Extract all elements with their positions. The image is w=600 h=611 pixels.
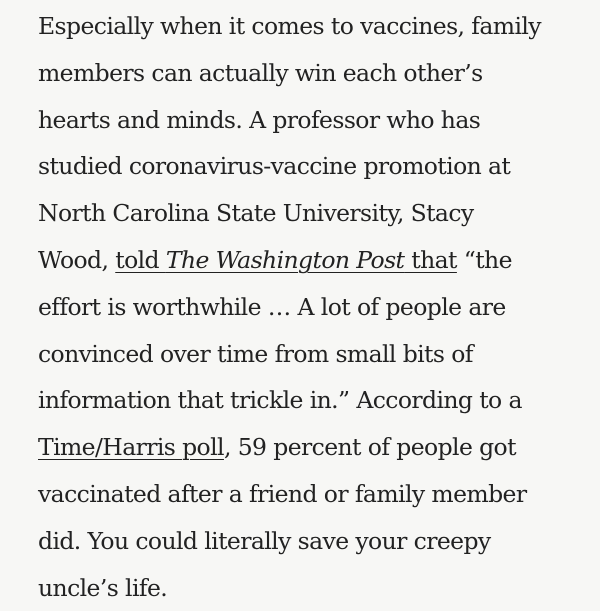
text-line [38, 143, 590, 190]
paragraph-text: studied coronavirus-vaccine promotion at [38, 152, 511, 181]
text-line [38, 50, 590, 97]
paragraph-text: , 59 percent of people got [223, 433, 516, 462]
paragraph-text: uncle’s life. [38, 573, 168, 602]
article-link[interactable]: told [115, 245, 166, 274]
paragraph-text: North Carolina State University, Stacy [38, 199, 474, 228]
paragraph-text: vaccinated after a friend or family member [38, 479, 527, 508]
paragraph-text: hearts and minds. A professor who has [38, 105, 481, 134]
paragraph-text: effort is worthwhile … A lot of people are [38, 292, 506, 321]
paragraph-text: did. You could literally save your creepy [38, 526, 491, 555]
article-link[interactable]: that [404, 245, 457, 274]
article-body [38, 3, 590, 611]
paragraph-text: Wood, [38, 245, 116, 274]
text-line [38, 97, 590, 144]
paragraph-text: “the [456, 245, 512, 274]
paragraph-text: convinced over time from small bits of [38, 339, 473, 368]
paragraph-text: information that trickle in.” According to a [38, 386, 522, 415]
paragraph-text: Especially when it comes to vaccines, family [38, 12, 541, 40]
text-line [38, 377, 590, 424]
link-publication-title[interactable]: The Washington Post [165, 245, 405, 274]
text-line [38, 518, 590, 565]
text-line [38, 424, 590, 471]
text-line [38, 471, 590, 518]
text-line [38, 237, 590, 284]
text-line [38, 3, 590, 50]
text-line [38, 331, 590, 378]
text-line [38, 565, 590, 611]
text-line [38, 284, 590, 331]
text-line [38, 190, 590, 237]
paragraph-text: members can actually win each other’s [38, 58, 483, 87]
article-link[interactable]: Time/Harris poll [38, 433, 224, 462]
